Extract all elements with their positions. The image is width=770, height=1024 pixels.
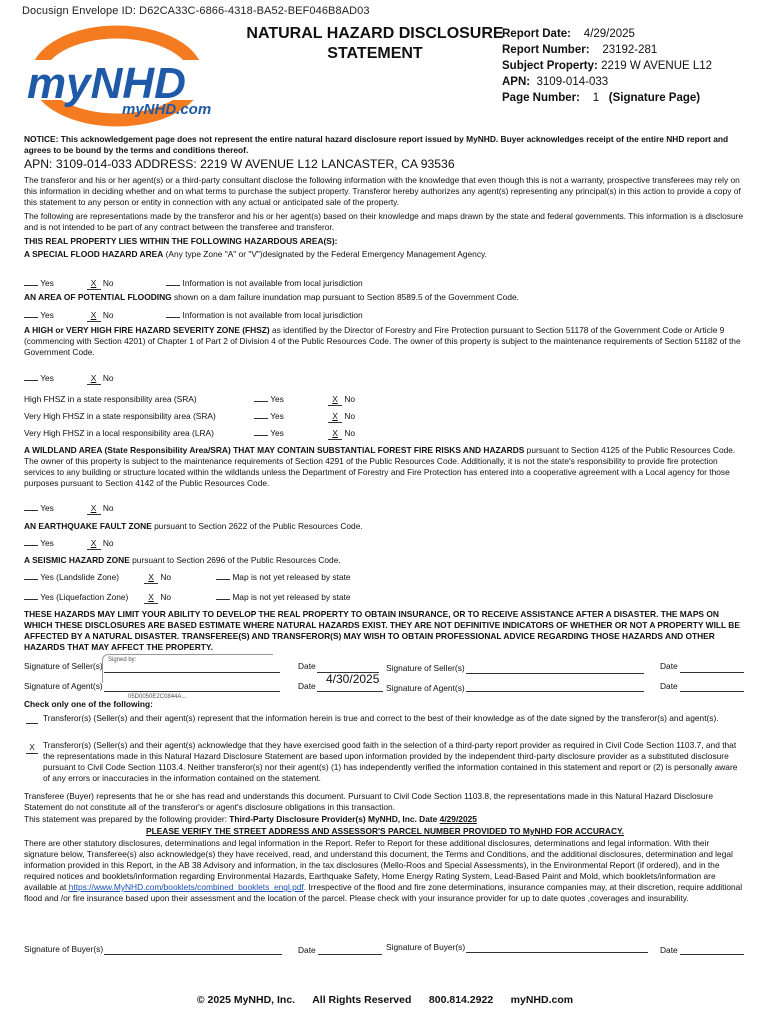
agent-date-label: Date xyxy=(298,681,316,691)
fault-no: No xyxy=(102,538,114,548)
logo-sub-text: myNHD.com xyxy=(122,101,212,118)
option-2-checkbox[interactable]: X xyxy=(26,742,38,754)
report-date-label: Report Date: xyxy=(502,28,572,40)
fhsz-row-mark[interactable]: X xyxy=(328,411,342,423)
flood-no-mark[interactable]: X xyxy=(87,278,101,290)
seismic-desc: pursuant to Section 2696 of the Public Resources Code. xyxy=(129,555,341,565)
buyer-date-line-2[interactable] xyxy=(680,954,744,955)
fault-yes[interactable]: Yes xyxy=(40,538,54,548)
flood-info: Information is not available from local jurisdiction xyxy=(182,278,363,288)
fhsz-row-yes[interactable]: Yes xyxy=(270,394,284,404)
wildland-title: A WILDLAND AREA (State Responsibility Area/SRA) THAT MAY CONTAIN SUBSTANTIAL FOREST FIRE RISKS AND HAZARDS xyxy=(24,445,525,455)
landslide-yes[interactable]: Yes (Landslide Zone) xyxy=(40,572,120,582)
transferee-statement: Transferee (Buyer) represents that he or she has read and understands this document. Pursuant to Civil Code Section 1103.8, the representations made in this Natural Hazard Disclosure Statement do not constitute all of the transferor's or agent's disclosure obligations in this transaction. xyxy=(24,791,713,812)
fhsz-row xyxy=(24,411,424,428)
seismic-text xyxy=(24,555,746,566)
flood-title: A SPECIAL FLOOD HAZARD AREA xyxy=(24,249,164,259)
prepared-provider: Third-Party Disclosure Provider(s) MyNHD, Inc. Date xyxy=(229,814,440,824)
seller-date-label-2: Date xyxy=(660,661,678,671)
fault-options xyxy=(24,538,324,550)
footer-site[interactable]: myNHD.com xyxy=(510,994,574,1006)
title-line-2: STATEMENT xyxy=(327,45,423,62)
flood-desc: (Any type Zone "A" or "V")designated by the Federal Emergency Management Agency. xyxy=(163,249,487,259)
subject-value: 2219 W AVENUE L12 xyxy=(601,60,713,72)
page-note: (Signature Page) xyxy=(608,92,701,104)
seismic-landslide-row xyxy=(24,572,444,583)
liquefaction-yes[interactable]: Yes (Liquefaction Zone) xyxy=(40,592,129,602)
apn-address-line: APN: 3109-014-033 ADDRESS: 2219 W AVENUE L12 LANCASTER, CA 93536 xyxy=(24,157,455,171)
fhsz-rows xyxy=(24,394,424,445)
report-number-value: 23192-281 xyxy=(602,44,658,56)
report-date-value: 4/29/2025 xyxy=(583,28,635,40)
seismic-liquefaction-row xyxy=(24,592,444,603)
landslide-no-mark[interactable]: X xyxy=(144,572,158,584)
fire-text xyxy=(24,325,746,358)
prepared-date: 4/29/2025 xyxy=(439,814,477,824)
agent-date-line-2[interactable] xyxy=(680,691,744,692)
flood-options xyxy=(24,278,524,290)
booklets-link[interactable]: https://www.MyNHD.com/booklets/combined_booklets_engl.pdf xyxy=(68,882,304,892)
fhsz-row-yes[interactable]: Yes xyxy=(270,428,284,438)
agent-signature-label: Signature of Agent(s) xyxy=(24,681,103,691)
intro-paragraph-1: The transferor and his or her agent(s) or a third-party consultant disclose the following information with the knowledge that even though this is not a warranty, prospective transferees may rely on this information in deciding whether and on what terms to purchase the subject property. Transferor hereby authorizes any agent(s) representing any principal(s) in this action to provide a copy of this statement to any person or entity in connection with any actual or anticipated sale of the property. xyxy=(24,175,741,207)
signed-by-label: Signed by: xyxy=(108,657,137,663)
liquefaction-map-info: Map is not yet released by state xyxy=(232,592,351,602)
flood-yes[interactable]: Yes xyxy=(40,278,54,288)
dam-options xyxy=(24,310,524,322)
intro-paragraph-2: The following are representations made by the transferor and his or her agent(s) based on their knowledge and maps drawn by the state and federal governments. This information is a disclosure and is not intended to be part of any contract between the transferee and transferor. xyxy=(24,211,744,232)
signed-date: 4/30/2025 xyxy=(326,672,380,686)
fire-title: A HIGH or VERY HIGH FIRE HAZARD SEVERITY ZONE (FHSZ) xyxy=(24,325,270,335)
option-1-text: Transferor(s) (Seller(s) and their agent(s) represent that the information herein is true and correct to the best of their knowledge as of the date signed by the transferor(s) and agent(s). xyxy=(43,713,719,723)
seller-signature-label: Signature of Seller(s) xyxy=(24,661,103,671)
buyer-date-label: Date xyxy=(298,945,316,955)
buyer-date-label-2: Date xyxy=(660,945,678,955)
flood-zone-text xyxy=(24,249,746,260)
fire-no: No xyxy=(102,373,114,383)
wildland-no-mark[interactable]: X xyxy=(87,503,101,515)
fhsz-row-yes[interactable]: Yes xyxy=(270,411,284,421)
landslide-map-info: Map is not yet released by state xyxy=(232,572,351,582)
verify-notice: PLEASE VERIFY THE STREET ADDRESS AND ASSESSOR'S PARCEL NUMBER PROVIDED TO MyNHD FOR ACCURACY. xyxy=(145,826,625,836)
seismic-title: A SEISMIC HAZARD ZONE xyxy=(24,555,130,565)
seller-signature-line-2[interactable] xyxy=(466,673,644,674)
fhsz-row-no: No xyxy=(344,411,356,421)
landslide-no: No xyxy=(160,572,172,582)
footer-copyright: © 2025 MyNHD, Inc. xyxy=(196,994,296,1006)
prepared-text: This statement was prepared by the following provider: xyxy=(24,814,230,824)
notice-text: NOTICE: This acknowledgement page does not represent the entire natural hazard disclosure report issued by MyNHD. Buyer acknowledges receipt of the entire NHD report and agrees to be bound by the terms and conditions thereof. xyxy=(24,134,729,155)
fault-desc: pursuant to Section 2622 of the Public Resources Code. xyxy=(151,521,363,531)
footer xyxy=(0,994,770,1006)
page-title xyxy=(240,24,510,64)
option-2 xyxy=(24,740,746,784)
apn-label: APN: xyxy=(502,76,531,88)
wildland-text xyxy=(24,445,746,489)
fire-yes[interactable]: Yes xyxy=(40,373,54,383)
apn-value: 3109-014-033 xyxy=(536,76,609,88)
seller-date-label: Date xyxy=(298,661,316,671)
hazard-warning: THESE HAZARDS MAY LIMIT YOUR ABILITY TO DEVELOP THE REAL PROPERTY TO OBTAIN INSURANCE, OR TO RECEIVE ASSISTANCE AFTER A DISASTER. THE MAPS ON WHICH THESE DISCLOSURES ARE BASED ESTIMATE WHERE NATURAL HAZARDS EXIST. THEY ARE NOT DEFINITIVE INDICATORS OF WHETHER OR NOT A PROPERTY WILL BE AFFECTED BY A NATURAL DISASTER. TRANSFEREE(S) AND TRANSFEROR(S) MAY WISH TO OBTAIN PROFESSIONAL ADVICE REGARDING THOSE HAZARDS AND OTHER HAZARDS THAT MAY AFFECT THE PROPERTY. xyxy=(24,609,740,652)
footer-phone: 800.814.2922 xyxy=(428,994,494,1006)
closing-text-2: . Irrespective of the flood and fire zone determinations, insurance companies may, at their discretion, require additional flood and /or fire insurance based upon their assessment and the location of the parcel. Please check with your insurance provider for up to date quotes ,coverages and insurability. xyxy=(24,882,743,903)
wildland-desc: pursuant to Section 4125 of the Public Resources Code. The owner of this property is subject to the maintenance requirements of Section 4291 of the Public Resources Code. Additionally, it is not the state's responsibility to provide fire protection services to any building or structure located within the wildlands unless the Department of Forestry and Fire Protection has entered into a cooperative agreement with a Local agency for those purposes pursuant to Section 4142 of the Public Resources Code. xyxy=(24,445,736,488)
fault-title: AN EARTHQUAKE FAULT ZONE xyxy=(24,521,152,531)
dam-title: AN AREA OF POTENTIAL FLOODING xyxy=(24,292,172,302)
fhsz-row xyxy=(24,428,424,445)
fire-desc: as identified by the Director of Forestry and Fire Protection pursuant to Section 51178 of the Government Code or Article 9 (commencing with Section 4201) of Chapter 1 of Part 2 of Division 4 of the Public Resources Code. The owner of this property is subject to the maintenance requirements of Section 51182 of the Government Code. xyxy=(24,325,741,357)
option-2-text: Transferor(s) (Seller(s) and their agent(s) acknowledge that they have exercised good faith in the selection of a third-party report provider as required in Civil Code Section 1103.7, and that the representations made in this Natural Hazard Disclosure Statement are based upon information provided by the independent third-party disclosure provider as a substituted disclosure pursuant to Civil Code Section 1103.4. Neither transferor(s) nor their agent(s) (1) has independently verified the information contained in this statement and report or (2) is personally aware of any errors or inaccuracies in the information contained on the statement. xyxy=(43,740,738,783)
wildland-yes[interactable]: Yes xyxy=(40,503,54,513)
agent-date-line[interactable] xyxy=(317,691,383,692)
seller-date-line-2[interactable] xyxy=(680,672,744,673)
mynhd-logo xyxy=(22,14,212,149)
fhsz-row-label: High FHSZ in a state responsibility area (SRA) xyxy=(24,394,197,404)
fault-text xyxy=(24,521,746,532)
report-meta xyxy=(502,26,762,106)
fire-no-mark[interactable]: X xyxy=(87,373,101,385)
envelope-id: Docusign Envelope ID: D62CA33C-6866-4318-BA52-BEF046B8AD03 xyxy=(22,5,370,17)
option-1 xyxy=(24,713,746,724)
buyer-signature-line[interactable] xyxy=(104,954,282,955)
dam-no: No xyxy=(102,310,114,320)
fhsz-row-no: No xyxy=(344,394,356,404)
agent-signature-line-2[interactable] xyxy=(466,691,644,692)
signature-code: 05D0050E2C0844A... xyxy=(128,694,187,700)
dam-info: Information is not available from local jurisdiction xyxy=(182,310,363,320)
fhsz-row-no: No xyxy=(344,428,356,438)
subject-label: Subject Property: xyxy=(502,60,598,72)
hazard-heading: THIS REAL PROPERTY LIES WITHIN THE FOLLOWING HAZARDOUS AREA(S): xyxy=(24,236,338,246)
option-1-checkbox[interactable] xyxy=(26,723,38,724)
logo-brand-text: myNHD xyxy=(27,59,186,108)
liquefaction-no: No xyxy=(160,592,172,602)
dam-no-mark[interactable]: X xyxy=(87,310,101,322)
buyer-signature-label: Signature of Buyer(s) xyxy=(24,944,104,954)
buyer-signature-line-2[interactable] xyxy=(466,952,648,953)
fault-no-mark[interactable]: X xyxy=(87,538,101,550)
fhsz-row xyxy=(24,394,424,411)
agent-date-label-2: Date xyxy=(660,681,678,691)
agent-signature-line[interactable] xyxy=(104,691,280,692)
dam-yes[interactable]: Yes xyxy=(40,310,54,320)
title-line-1: NATURAL HAZARD DISCLOSURE xyxy=(246,25,504,42)
dam-desc: shown on a dam failure inundation map pursuant to Section 8589.5 of the Government Code. xyxy=(171,292,519,302)
prepared-by-line xyxy=(24,814,746,825)
buyer-date-line[interactable] xyxy=(318,954,382,955)
page-value: 1 xyxy=(592,92,600,104)
wildland-options xyxy=(24,503,324,515)
buyer-signature-label-2: Signature of Buyer(s) xyxy=(386,942,466,952)
footer-rights: All Rights Reserved xyxy=(312,994,412,1006)
report-number-label: Report Number: xyxy=(502,44,590,56)
liquefaction-no-mark[interactable]: X xyxy=(144,592,158,604)
check-one-heading: Check only one of the following: xyxy=(24,699,153,709)
seller-signature-label-2: Signature of Seller(s) xyxy=(386,663,465,673)
fhsz-row-label: Very High FHSZ in a local responsibility area (LRA) xyxy=(24,428,214,438)
fhsz-row-mark[interactable]: X xyxy=(328,394,342,406)
closing-paragraph xyxy=(24,838,746,904)
fhsz-row-mark[interactable]: X xyxy=(328,428,342,440)
wildland-no: No xyxy=(102,503,114,513)
page-label: Page Number: xyxy=(502,92,580,104)
agent-signature-label-2: Signature of Agent(s) xyxy=(386,683,465,693)
fhsz-row-label: Very High FHSZ in a state responsibility area (SRA) xyxy=(24,411,216,421)
flood-no: No xyxy=(102,278,114,288)
dam-text xyxy=(24,292,746,303)
fire-options xyxy=(24,373,324,385)
closing-text-1: There are other statutory disclosures, determinations and legal information in the Report. Refer to Report for these additional disclosures, determinations and legal information. With their signature below, Transferee(s) also acknowledge(s) they have received, read, and understand this document, the Terms and Conditions, and the additional disclosures, determination and legal information provided in this Report, in the AB 38 Advisory and information, in the tax disclosures (Mello-Roos and Special Assessments), in the Environmental Report (if ordered), and in the required notices and booklets/information regarding Environmental Hazards, Earthquake Safety, Home Energy Rating System, Lead-Based Paint and Mold, which booklets/information are available at xyxy=(24,838,733,892)
